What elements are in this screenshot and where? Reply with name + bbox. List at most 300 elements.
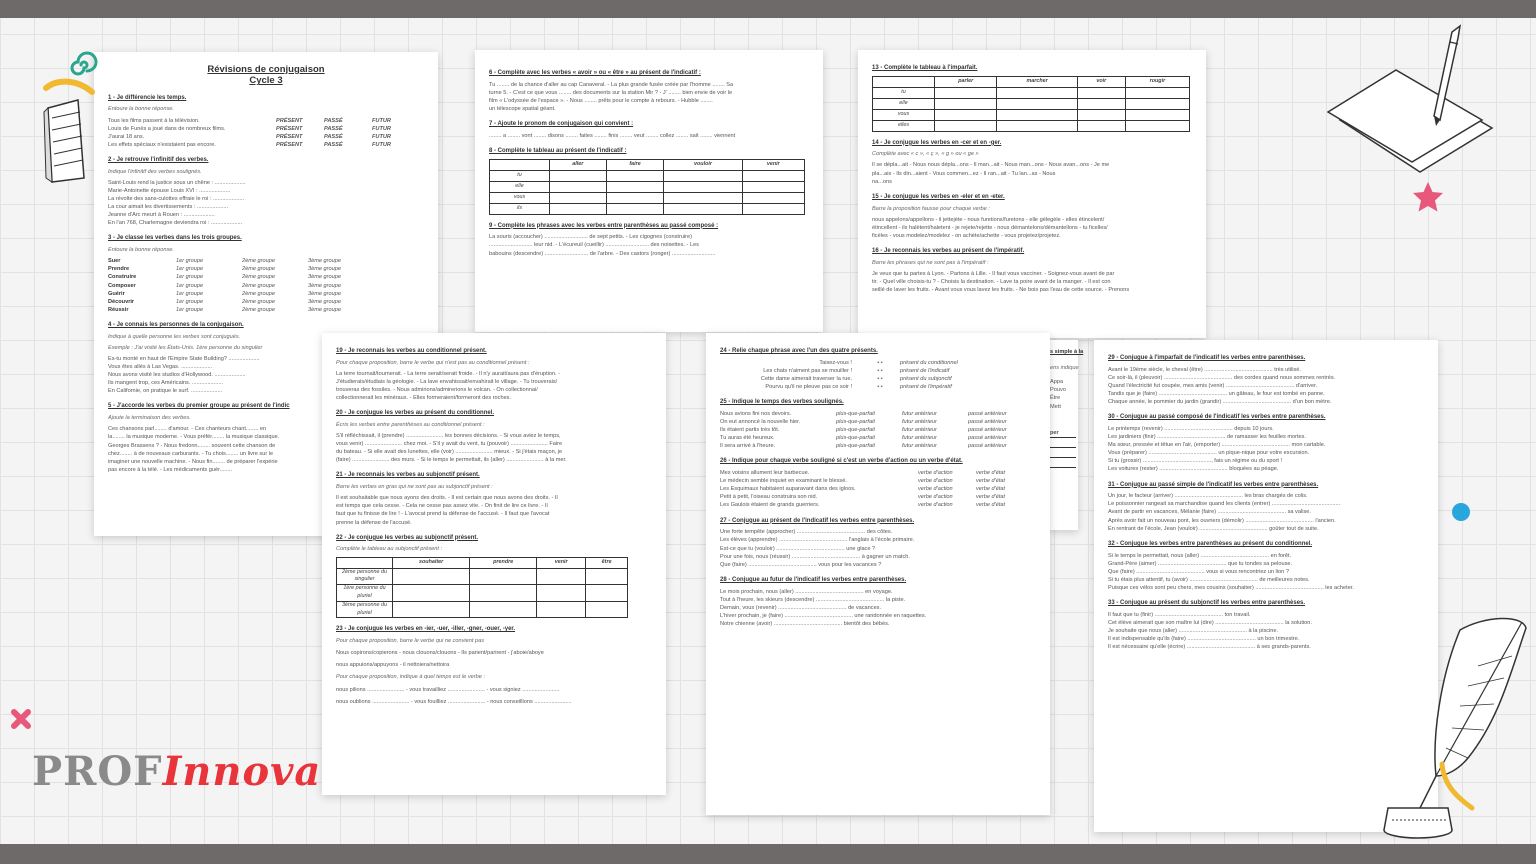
fragment-line: Être [1050, 395, 1061, 402]
table-header-cell: marcher [997, 76, 1077, 87]
tense-choice: futur antérieur [902, 427, 937, 434]
table-row [873, 98, 1190, 109]
section-instruction: Ajoute la terminaison des verbes. [108, 415, 191, 422]
sentence-text: Tous les films passent à la télévision. [108, 117, 200, 124]
verb-type-choice: verbe d'état [976, 502, 1006, 509]
section-heading: 4 - Je connais les personnes de la conjugaison. [108, 322, 244, 329]
exercise-lines [720, 588, 1036, 629]
table-cell [664, 181, 742, 192]
worksheet-page-3 [858, 50, 1206, 338]
table-cell [470, 601, 537, 618]
tense-choice: futur antérieur [902, 435, 937, 442]
exercise-line: trouveras des fossiles. - Nous admirions/admirerions le volcan. - On collectionnai/ [336, 387, 538, 394]
section-heading: 20 - Je conjugue les verbes au présent du conditionnel. [336, 410, 495, 417]
verb-type-choice: verbe d'état [976, 470, 1006, 477]
table-cell [537, 601, 586, 618]
exercise-line: nous appelons/appellons - il jettejète - nous furetions/furetons - elle gèlegèle - elles étincelent/ [872, 216, 1105, 223]
group-choice: 1er groupe [176, 298, 204, 305]
table-cell [742, 181, 804, 192]
exercise-line: la........ la musique moderne. - Vous préfér........ la musique classique. [108, 434, 280, 441]
tense-choice: PRÉSENT [276, 141, 303, 148]
exercise-line: Il se dépla...ait - Nous nous dépla...ons - Il man...ait - Nous man...ons - Nous avan...ons - Je me [872, 162, 1110, 169]
exercise-lines [336, 370, 652, 402]
exercise-line: Les voitures (rester) ............................................ bloquées au péage. [1108, 466, 1279, 473]
table-row-label: ils [490, 203, 550, 214]
tense-choice: passé antérieur [968, 443, 1007, 450]
exercise-line: Si tu étais plus attentif, tu (avoir) ............................................ de meilleures notes. [1108, 576, 1310, 583]
matching-dots: • • [877, 375, 883, 382]
exercise-line: na...ons [872, 178, 892, 185]
sentence-text: Nous avions fini nos devoirs. [720, 410, 792, 417]
section-heading: 21 - Je reconnais les verbes au subjonctif présent. [336, 472, 480, 479]
group-choice: 2ème groupe [242, 258, 275, 265]
sentence-text: On eut annoncé la nouvelle hier. [720, 418, 801, 425]
tense-choice: PRÉSENT [276, 133, 303, 140]
section-heading: 25 - Indique le temps des verbes soulignés. [720, 399, 844, 406]
table-cell [606, 181, 664, 192]
verb-label: Composer [108, 282, 136, 289]
exercise-lines [1108, 366, 1424, 407]
table-row [337, 568, 628, 585]
section-heading: 8 - Complète le tableau au présent de l'indicatif : [489, 147, 627, 154]
sentence-text: Mes voisins allument leur barbecue. [720, 470, 810, 477]
verb-type-choice: verbe d'action [918, 486, 953, 493]
table-row-label: elles [873, 120, 935, 131]
section-instruction: Entoure la bonne réponse. [108, 106, 174, 113]
tense-choice: passé antérieur [968, 435, 1007, 442]
section-instruction: Complète avec « c », « ç », « g » ou « ge » [872, 151, 979, 158]
table-cell [537, 568, 586, 585]
group-choice: 2ème groupe [242, 290, 275, 297]
exercise-line [720, 501, 1036, 509]
exercise-line: Es-tu monté en haut de l'Empire State Building? .................... [108, 355, 260, 362]
exercise-line: Est-ce que tu (vouloir) ............................................ une glace ? [720, 545, 876, 552]
table-row-label: vous [873, 109, 935, 120]
exercise-line: Les jardiniers (finir) ............................................ de ramasser les feuilles mortes. [1108, 434, 1307, 441]
exercise-line: babouins (descendre) ............................ de l'arbre. - Des castors (ronger) ............................ [489, 250, 716, 257]
tense-choice: PASSÉ [324, 117, 343, 124]
table-cell [537, 585, 586, 602]
table-header-cell: prendre [470, 557, 537, 568]
verb-type-choice: verbe d'action [918, 470, 953, 477]
table-cell [393, 568, 470, 585]
exercise-line: Quand l'électricité fut coupée, mes amis (venir) ............................................ d'arriver. [1108, 382, 1318, 389]
exercise-line [720, 426, 1036, 434]
exercise-line: Que (faire) ............................................ vous pour les vacances ? [720, 561, 882, 568]
fragment-table-row [1050, 458, 1076, 468]
exercise-line: vous venir) ........................ chez moi. - S'il y avait du vent, tu (pouvoir) ........................ Faire [336, 441, 563, 448]
table-cell [997, 120, 1077, 131]
exercise-line [108, 290, 424, 298]
section-heading: 2 - Je retrouve l'infinitif des verbes. [108, 157, 209, 164]
exercise-line [720, 410, 1036, 418]
table-cell [997, 87, 1077, 98]
table-cell [664, 203, 742, 214]
section-heading: 7 - Ajoute le pronom de conjugaison qui convient : [489, 121, 634, 128]
exercise-line: Un jour, le facteur (arriver) ............................................ les bras chargés de colis. [1108, 493, 1308, 500]
section-instruction: Barre les verbes en gras qui ne sont pas au subjonctif présent : [336, 484, 493, 491]
tense-choice: PASSÉ [324, 125, 343, 132]
group-choice: 2ème groupe [242, 298, 275, 305]
table-row-label: elle [873, 98, 935, 109]
exercise-line [720, 469, 1036, 477]
tense-choice: plus-que-parfait [836, 427, 875, 434]
exercise-line: J'étudierais/étudiais la géologie. - La lave envahissait/envahirait le village. - Tu trouverais/ [336, 378, 558, 385]
table-header-cell: parler [935, 76, 997, 87]
verb-type-choice: verbe d'état [976, 486, 1006, 493]
exercise-line: Le printemps (revenir) ............................................ depuis 10 jours. [1108, 425, 1274, 432]
exercise-line: Tu ........ de la chance d'aller au cap Canaveral. - La plus grande fusée créée par l'homme ........ Sa [489, 81, 734, 88]
exercise-line [108, 298, 424, 306]
table-cell [606, 192, 664, 203]
tense-choice: plus-que-parfait [836, 410, 875, 417]
frame-bottom-bar [0, 844, 1536, 864]
table-cell [935, 109, 997, 120]
section-instruction: Complète le tableau au subjonctif présent : [336, 546, 443, 553]
tense-choice: plus-que-parfait [836, 443, 875, 450]
table-row [490, 203, 805, 214]
table-cell [550, 192, 607, 203]
section-heading: 24 - Relie chaque phrase avec l'un des quatre présents. [720, 348, 878, 354]
table-row [873, 109, 1190, 120]
verb-type-choice: verbe d'état [976, 494, 1006, 501]
table-cell [393, 585, 470, 602]
exercise-line: Notre chienne (avoir) ............................................ bientôt des bébés. [720, 620, 890, 627]
section-instruction: Pour chaque proposition, indique à quel temps est le verbe : [336, 674, 485, 681]
exercise-lines [872, 161, 1192, 185]
conjugation-table [336, 557, 628, 619]
matching-right-text: présent du subjonctif [900, 375, 952, 382]
table-corner-cell [873, 76, 935, 87]
sentence-text: Petit à petit, l'oiseau construira son nid. [720, 494, 818, 501]
matching-left-text: Les chats n'aiment pas se mouiller ! [763, 367, 852, 374]
exercise-line: Tandis que je (faire) ............................................ un gâteau, le four est tombé en panne. [1108, 391, 1325, 398]
matching-dots: • • [877, 359, 883, 366]
exercise-line: Vous (préparer) ............................................ un pique-nique pour votre excursion. [1108, 450, 1310, 457]
tense-choice: futur antérieur [902, 410, 937, 417]
matching-row [720, 367, 1036, 375]
table-header-cell: venir [742, 159, 804, 170]
table-row [873, 87, 1190, 98]
exercise-line: Pour une fois, nous (réussir) ............................................ à gagner un match. [720, 553, 910, 560]
table-row-label: vous [490, 192, 550, 203]
exercise-line: Il est nécessaire qu'elle (écrire) ............................................ à ses grands-parents. [1108, 644, 1311, 651]
table-header-cell: aller [550, 159, 607, 170]
table-header-cell: faire [606, 159, 664, 170]
table-header-cell: vouloir [664, 159, 742, 170]
table-cell [1077, 109, 1125, 120]
exercise-line: imaginer une nouvelle machine. - Nous fin........ de préparer l'expérie [108, 458, 278, 465]
matching-right-text: présent de l'impératif [900, 384, 952, 391]
verb-label: Guérir [108, 290, 125, 297]
exercise-line [108, 282, 424, 290]
exercise-lines [489, 233, 809, 257]
tense-choice: PASSÉ [324, 141, 343, 148]
exercise-line: Demain, vous (revenir) ............................................ de vacances. [720, 604, 882, 611]
fragment-line: Mett [1050, 403, 1061, 410]
table-row [490, 192, 805, 203]
exercise-line: Georges Brassens ? - Nous fredonn........ souvent cette chanson de [108, 442, 276, 449]
exercise-line: La terre tournait/tournerait. - La terre serait/serait froide. - Il n'y aurait/aura pas d'éruption. - [336, 370, 561, 377]
table-cell [470, 568, 537, 585]
exercise-lines [108, 179, 424, 228]
table-row-label: 2ème personne du singulier [337, 568, 393, 585]
table-header-cell: souhaiter [393, 557, 470, 568]
conjugation-table [872, 76, 1190, 132]
table-cell [1077, 98, 1125, 109]
table-row-label: 1ère personne du pluriel [337, 585, 393, 602]
exercise-line: Saint-Louis rend la justice sous un chêne : .................... [108, 179, 246, 186]
tense-choice: PASSÉ [324, 133, 343, 140]
exercise-line: La souris (accoucher) ............................ de sept petits. - Les cigognes (construire) [489, 234, 693, 241]
table-row [873, 120, 1190, 131]
table-cell [664, 170, 742, 181]
exercise-line: (faire) ........................ des murs. - Si le temps le permettait, ils (aller) ........................ à la mer. [336, 457, 567, 464]
exercise-lines [1108, 425, 1424, 474]
exercise-lines [1108, 492, 1424, 533]
exercise-lines [336, 432, 652, 464]
exercise-lines [108, 257, 424, 314]
verb-label: Suer [108, 258, 121, 265]
exercise-line: tir. - Quel ville choisis-tu ? - Choisis la destination. - Lave ta poire avant de la manger. - Il est con [872, 278, 1111, 285]
group-choice: 1er groupe [176, 274, 204, 281]
frame-top-bar [0, 0, 1536, 18]
exercise-line: nous oublions ........................ - vous fouilliez ........................ - nous conseillions ........................ [336, 698, 572, 705]
matching-right-text: présent du conditionnel [900, 359, 958, 366]
sentence-text: Les Esquimaux habitaient auparavant dans des igloos. [720, 486, 856, 493]
tense-choice: passé antérieur [968, 427, 1007, 434]
exercise-line [720, 442, 1036, 450]
exercise-line: nous pilions ........................ - vous travailliez ........................ - vous signiez ........................ [336, 686, 560, 693]
logo-prefix: PROF [32, 748, 163, 795]
profinnova-logo [32, 748, 321, 795]
section-heading: 6 - Complète avec les verbes « avoir » ou « être » au présent de l'indicatif : [489, 70, 701, 76]
section-heading: 31 - Conjugue au passé simple de l'indicatif les verbes entre parenthèses. [1108, 481, 1319, 488]
table-cell [1125, 109, 1189, 120]
exercise-lines [489, 81, 809, 113]
exercise-line [720, 434, 1036, 442]
paper-pencil-icon [1322, 20, 1497, 180]
exercise-line: Si tu (grossir) ............................................, fais un régime ou du sport ! [1108, 458, 1283, 465]
matching-row [720, 383, 1036, 391]
tense-choice: passé antérieur [968, 410, 1007, 417]
table-cell [606, 170, 664, 181]
verb-type-choice: verbe d'état [976, 478, 1006, 485]
section-heading: 5 - J'accorde les verbes du premier groupe au présent de l'indic [108, 403, 290, 410]
section-instruction: Écris les verbes entre parenthèses au conditionnel présent : [336, 421, 485, 428]
tense-choice: FUTUR [372, 133, 391, 140]
table-corner-cell [337, 557, 393, 568]
fragment-table-row [1050, 448, 1076, 458]
exercise-line [108, 265, 424, 273]
exercise-line: Nous avons visité les studios d'Hollywood. .................... [108, 372, 246, 379]
exercise-line: ............................ leur nid. - L'écureuil (cueillir) ............................ des noisettes. - Les [489, 242, 699, 249]
exercise-line: Avant de partir en vacances, Mélanie (faire) ............................................ sa valise. [1108, 509, 1311, 516]
exercise-line: Il faut que tu (finir) ............................................ ton travail. [1108, 611, 1251, 618]
star-icon [1410, 180, 1446, 214]
exercise-line [108, 125, 424, 133]
exercise-line: étincellent - ils halètent/haletent - je rejete/rejette - nous démantelons/démantellons - tu ficelles/ [872, 224, 1108, 231]
fragment-table-head: per [1050, 429, 1076, 438]
exercise-line: Chaque année, le pommier du jardin (grandir) ............................................ d'un bon mètre. [1108, 399, 1332, 406]
exercise-line: pas encore à la télé. - Les médicaments guér........ [108, 466, 233, 473]
exercise-line: ficèles - vous modelez/modelez - on achète/achette - vous projetez/projetez. [872, 232, 1061, 239]
exercise-line: La révolte des sans-culottes effraie le roi : .................... [108, 196, 245, 203]
fragment-line: Pouvo [1050, 387, 1066, 394]
table-header-row [490, 159, 805, 170]
exercise-line: Ils mangent trop, ces Américains. .................... [108, 380, 224, 387]
exercise-line: seillé de laver les fruits. - Avant vous vous lavez les fruits. - Ne bois pas l'eau de cette source. - Prenons [872, 286, 1130, 293]
matching-row [720, 359, 1036, 367]
table-cell [997, 98, 1077, 109]
section-instruction: Pour chaque proposition, barre le verbe qui ne convient pas [336, 638, 485, 645]
verb-label: Réussir [108, 306, 129, 313]
exercise-line [108, 117, 424, 125]
exercise-line: En l'an 768, Charlemagne deviendra roi : .................... [108, 220, 243, 227]
table-cell [470, 585, 537, 602]
group-choice: 3ème groupe [308, 266, 341, 273]
table-cell [1125, 87, 1189, 98]
section-instruction: Indique à quelle personne les verbes sont conjugués. [108, 333, 241, 340]
group-choice: 3ème groupe [308, 282, 341, 289]
exercise-line: Il est souhaitable que nous ayons des droits. - Il est certain que nous avons des droits. - Il [336, 495, 558, 502]
exercise-line: ........ a ........ vont ........ disons ........ faites ........ finis ........ veut ........ collez ........ sait ........ viennent [489, 132, 736, 139]
tense-choice: FUTUR [372, 141, 391, 148]
exercise-line: Il est indispensable qu'ils (faire) ............................................ un bon trimestre. [1108, 636, 1300, 643]
section-heading: 22 - Je conjugue les verbes au subjonctif présent. [336, 534, 479, 541]
exercise-line [108, 306, 424, 314]
table-header-cell: rougir [1125, 76, 1189, 87]
exercise-line [108, 257, 424, 265]
sentence-text: Les Gaulois étaient de grands guerriers. [720, 502, 820, 509]
verb-type-choice: verbe d'action [918, 478, 953, 485]
group-choice: 1er groupe [176, 258, 204, 265]
section-heading: 28 - Conjugue au futur de l'indicatif les verbes entre parenthèses. [720, 576, 907, 583]
exercise-line: Cet élève aimerait que son maître lui (dire) ............................................ la solution. [1108, 619, 1312, 626]
section-heading: 23 - Je conjugue les verbes en -ier, -uer, -iller, -gner, -ouer, -yer. [336, 626, 516, 633]
exercise-line: Si le temps le permettait, nous (aller) ............................................ en forêt. [1108, 552, 1292, 559]
exercise-line: du bateau. - Si elle avait des lunettes, elle (voir) ........................ mieux. - Si j'étais maçon, je [336, 449, 563, 456]
matching-dots: • • [877, 367, 883, 374]
table-cell [742, 203, 804, 214]
exercise-line: Ma sœur, pressée et têtue en l'air, (emporter) ............................................ mon cartable. [1108, 442, 1326, 449]
exercise-line: Jeanne d'Arc meurt à Rouen : .................... [108, 212, 215, 219]
group-choice: 1er groupe [176, 282, 204, 289]
exercise-lines [872, 216, 1192, 240]
section-heading: 19 - Je reconnais les verbes au conditionnel présent. [336, 348, 487, 354]
table-cell [935, 120, 997, 131]
table-cell [1077, 87, 1125, 98]
table-cell [742, 170, 804, 181]
exercise-line: collectionnerait les minéraux. - Elles formeraient/formeront des roches. [336, 395, 512, 402]
tense-choice: plus-que-parfait [836, 435, 875, 442]
exercise-line [720, 485, 1036, 493]
exercise-line: Les élèves (apprendre) ............................................ l'anglais à l'école primaire. [720, 537, 915, 544]
table-row-label: elle [490, 181, 550, 192]
exercise-line: Que (faire) ............................................ vous si vous rencontriez un lion ? [1108, 568, 1289, 575]
fragment-heading: s simple à la [1050, 349, 1084, 355]
exercise-lines [872, 270, 1192, 294]
tense-choice: PRÉSENT [276, 117, 303, 124]
sentence-text: Ils étaient partis très tôt. [720, 427, 780, 434]
exercise-lines [720, 469, 1036, 510]
table-cell [393, 601, 470, 618]
table-cell [664, 192, 742, 203]
table-corner-cell [490, 159, 550, 170]
table-row-label: 3ème personne du pluriel [337, 601, 393, 618]
group-choice: 2ème groupe [242, 274, 275, 281]
exercise-line: Grand-Père (aimer) ............................................ que tu tondes sa pelouse. [1108, 560, 1293, 567]
section-heading: 15 - Je conjugue les verbes en -eler et en -eter. [872, 193, 1005, 200]
exercise-line [108, 133, 424, 141]
section-heading: 14 - Je conjugue les verbes en -cer et en -ger. [872, 139, 1002, 146]
table-cell [1125, 98, 1189, 109]
section-heading: 1 - Je différencie les temps. [108, 94, 187, 101]
table-cell [935, 87, 997, 98]
matching-right-text: présent de l'indicatif [900, 367, 950, 374]
group-choice: 1er groupe [176, 290, 204, 297]
table-cell [1125, 120, 1189, 131]
sentence-text: Louis de Funès a joué dans de nombreux films. [108, 125, 226, 132]
exercise-line [720, 418, 1036, 426]
exercise-line: Je souhaite que nous (aller) ............................................ à la piscine. [1108, 627, 1279, 634]
table-header-cell: venir [537, 557, 586, 568]
book-icon [38, 78, 98, 188]
table-row [490, 181, 805, 192]
exercise-line: Après avoir fait un nouveau pont, les ouvriers (démolir) ............................................ l'ancien. [1108, 517, 1336, 524]
worksheet-fragment [1048, 340, 1084, 530]
exercise-line: Ce soir-là, il (pleuvoir) ............................................ des cordes quand nous sommes rentrés. [1108, 374, 1336, 381]
table-cell [586, 585, 628, 602]
table-cell [997, 109, 1077, 120]
sentence-text: Il sera arrivé à l'heure. [720, 443, 776, 450]
exercise-line: S'il réfléchissait, il (prendre) ........................ les bonnes décisions. - Si vous aviez le temps, [336, 433, 561, 440]
section-heading: 9 - Complète les phrases avec les verbes entre parenthèses au passé composé : [489, 222, 719, 229]
exercise-line: Le poissonnier rangeait sa marchandise quand les clients (entrer) ............................................ [1108, 501, 1341, 508]
group-choice: 3ème groupe [308, 306, 341, 313]
group-choice: 1er groupe [176, 306, 204, 313]
tense-choice: FUTUR [372, 117, 391, 124]
sentence-text: Les effets spéciaux n'existaient pas encore. [108, 141, 216, 148]
table-row-label: tu [490, 170, 550, 181]
exercise-line: Ces chansons parl........ d'amour. - Ces chanteurs chant........ en [108, 426, 267, 433]
table-header-row [337, 557, 628, 568]
group-choice: 2ème groupe [242, 282, 275, 289]
matching-exercise [720, 359, 1036, 391]
worksheet-title: Révisions de conjugaison [207, 64, 325, 75]
exercise-line: En Californie, on pratique le surf. .................... [108, 388, 223, 395]
exercise-line: Avant le 19ème siècle, le cheval (être) ............................................ très utilisé. [1108, 366, 1301, 373]
fragment-table-row [1050, 438, 1076, 448]
exercise-line: chez........ à de nouveaux carburants. - Tu chois........ un livre sur le [108, 450, 274, 457]
exercise-lines [1108, 552, 1424, 593]
table-row [337, 601, 628, 618]
matching-left-text: Pourvu qu'il ne pleuve pas ce soir ! [765, 384, 852, 391]
exercise-line: La cour aimait les divertissements : .................... [108, 204, 228, 211]
verb-type-choice: verbe d'action [918, 494, 953, 501]
exercise-line: L'hiver prochain, je (faire) ............................................ une randonnée en raquettes. [720, 612, 927, 619]
table-cell [935, 98, 997, 109]
section-heading: 33 - Conjugue au présent du subjonctif les verbes entre parenthèses. [1108, 600, 1306, 607]
worksheet-page-5 [706, 333, 1050, 815]
exercise-line: Marie-Antoinette épouse Louis XVI : .................... [108, 187, 231, 194]
table-cell [742, 192, 804, 203]
verb-label: Construire [108, 274, 137, 281]
section-heading: 16 - Je reconnais les verbes au présent de l'impératif. [872, 247, 1025, 254]
section-instruction: Pour chaque proposition, barre le verbe qui n'est pas au conditionnel présent : [336, 359, 530, 366]
group-choice: 2ème groupe [242, 266, 275, 273]
sentence-text: J'aurai 18 ans. [108, 133, 145, 140]
